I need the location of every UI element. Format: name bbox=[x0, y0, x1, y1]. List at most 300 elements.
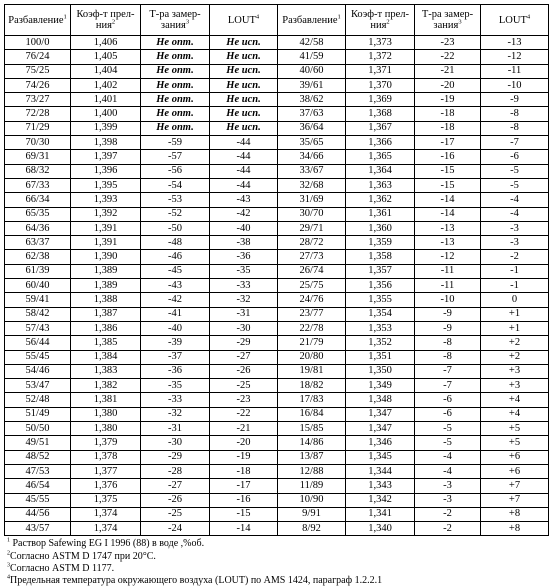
cell-lout: -30 bbox=[210, 321, 278, 335]
cell-coef: 1,366 bbox=[346, 136, 415, 150]
cell-dilution: 75/25 bbox=[5, 64, 71, 78]
cell-dilution: 41/59 bbox=[278, 50, 346, 64]
cell-dilution: 54/46 bbox=[5, 364, 71, 378]
header-lout: LOUT$^4$ bbox=[481, 5, 549, 36]
cell-freeze: -25 bbox=[141, 507, 210, 521]
cell-coef: 1,368 bbox=[346, 107, 415, 121]
cell-freeze: -53 bbox=[141, 193, 210, 207]
cell-lout: -4 bbox=[481, 193, 549, 207]
cell-dilution: 50/50 bbox=[5, 422, 71, 436]
cell-freeze: -21 bbox=[415, 64, 481, 78]
cell-dilution: 55/45 bbox=[5, 350, 71, 364]
cell-lout: +7 bbox=[481, 493, 549, 507]
cell-dilution: 24/76 bbox=[278, 293, 346, 307]
cell-lout: -8 bbox=[481, 121, 549, 135]
cell-coef: 1,395 bbox=[71, 178, 141, 192]
cell-lout: -3 bbox=[481, 221, 549, 235]
cell-freeze: -54 bbox=[141, 178, 210, 192]
cell-lout: -14 bbox=[210, 522, 278, 536]
cell-freeze: -36 bbox=[141, 364, 210, 378]
cell-freeze: -40 bbox=[141, 321, 210, 335]
cell-dilution: 17/83 bbox=[278, 393, 346, 407]
cell-coef: 1,404 bbox=[71, 64, 141, 78]
cell-lout: Не исп. bbox=[210, 107, 278, 121]
cell-dilution: 39/61 bbox=[278, 78, 346, 92]
cell-coef: 1,384 bbox=[71, 350, 141, 364]
cell-freeze: -6 bbox=[415, 407, 481, 421]
cell-coef: 1,358 bbox=[346, 250, 415, 264]
cell-dilution: 13/87 bbox=[278, 450, 346, 464]
cell-coef: 1,342 bbox=[346, 493, 415, 507]
cell-freeze: -3 bbox=[415, 493, 481, 507]
cell-coef: 1,365 bbox=[346, 150, 415, 164]
cell-coef: 1,360 bbox=[346, 221, 415, 235]
cell-coef: 1,361 bbox=[346, 207, 415, 221]
cell-freeze: -57 bbox=[141, 150, 210, 164]
cell-freeze: -31 bbox=[141, 422, 210, 436]
cell-freeze: Не опт. bbox=[141, 50, 210, 64]
cell-freeze: -3 bbox=[415, 479, 481, 493]
cell-freeze: -6 bbox=[415, 393, 481, 407]
cell-coef: 1,380 bbox=[71, 407, 141, 421]
table-row bbox=[5, 121, 549, 135]
cell-coef: 1,393 bbox=[71, 193, 141, 207]
cell-coef: 1,348 bbox=[346, 393, 415, 407]
footnote bbox=[7, 551, 548, 563]
cell-lout: Не исп. bbox=[210, 64, 278, 78]
cell-lout: Не исп. bbox=[210, 78, 278, 92]
footnote-marker: 2 bbox=[7, 550, 10, 557]
cell-freeze: -18 bbox=[415, 121, 481, 135]
cell-freeze: -35 bbox=[141, 379, 210, 393]
cell-dilution: 18/82 bbox=[278, 379, 346, 393]
cell-coef: 1,374 bbox=[71, 507, 141, 521]
cell-dilution: 38/62 bbox=[278, 93, 346, 107]
cell-dilution: 40/60 bbox=[278, 64, 346, 78]
cell-lout: Не исп. bbox=[210, 36, 278, 50]
cell-freeze: -7 bbox=[415, 364, 481, 378]
cell-lout: -40 bbox=[210, 221, 278, 235]
table-row bbox=[5, 307, 549, 321]
cell-dilution: 44/56 bbox=[5, 507, 71, 521]
cell-coef: 1,359 bbox=[346, 236, 415, 250]
cell-lout: -19 bbox=[210, 450, 278, 464]
cell-lout: -1 bbox=[481, 279, 549, 293]
cell-freeze: -46 bbox=[141, 250, 210, 264]
cell-freeze: -2 bbox=[415, 507, 481, 521]
cell-lout: -44 bbox=[210, 178, 278, 192]
cell-freeze: -43 bbox=[141, 279, 210, 293]
cell-lout: -3 bbox=[481, 236, 549, 250]
cell-coef: 1,390 bbox=[71, 250, 141, 264]
cell-coef: 1,385 bbox=[71, 336, 141, 350]
cell-lout: +2 bbox=[481, 350, 549, 364]
cell-freeze: -50 bbox=[141, 221, 210, 235]
cell-lout: -7 bbox=[481, 136, 549, 150]
cell-dilution: 11/89 bbox=[278, 479, 346, 493]
cell-coef: 1,350 bbox=[346, 364, 415, 378]
cell-lout: Не исп. bbox=[210, 93, 278, 107]
cell-dilution: 52/48 bbox=[5, 393, 71, 407]
cell-coef: 1,396 bbox=[71, 164, 141, 178]
cell-freeze: -41 bbox=[141, 307, 210, 321]
cell-freeze: -27 bbox=[141, 479, 210, 493]
cell-coef: 1,357 bbox=[346, 264, 415, 278]
cell-freeze: Не опт. bbox=[141, 107, 210, 121]
cell-lout: -5 bbox=[481, 164, 549, 178]
cell-dilution: 57/43 bbox=[5, 321, 71, 335]
cell-dilution: 63/37 bbox=[5, 236, 71, 250]
cell-coef: 1,386 bbox=[71, 321, 141, 335]
cell-freeze: -11 bbox=[415, 264, 481, 278]
cell-lout: Не исп. bbox=[210, 50, 278, 64]
table-row bbox=[5, 78, 549, 92]
cell-dilution: 71/29 bbox=[5, 121, 71, 135]
cell-lout: +5 bbox=[481, 436, 549, 450]
cell-lout: -32 bbox=[210, 293, 278, 307]
cell-freeze: -8 bbox=[415, 336, 481, 350]
cell-dilution: 70/30 bbox=[5, 136, 71, 150]
cell-freeze: -37 bbox=[141, 350, 210, 364]
cell-dilution: 33/67 bbox=[278, 164, 346, 178]
cell-freeze: Не опт. bbox=[141, 36, 210, 50]
cell-dilution: 37/63 bbox=[278, 107, 346, 121]
document-page bbox=[4, 4, 548, 588]
cell-coef: 1,392 bbox=[71, 207, 141, 221]
cell-coef: 1,406 bbox=[71, 36, 141, 50]
cell-lout: +8 bbox=[481, 507, 549, 521]
footnote bbox=[7, 563, 548, 575]
table-row bbox=[5, 336, 549, 350]
cell-dilution: 21/79 bbox=[278, 336, 346, 350]
cell-lout: -15 bbox=[210, 507, 278, 521]
cell-dilution: 19/81 bbox=[278, 364, 346, 378]
cell-coef: 1,369 bbox=[346, 93, 415, 107]
table-row bbox=[5, 150, 549, 164]
cell-dilution: 65/35 bbox=[5, 207, 71, 221]
cell-lout: -43 bbox=[210, 193, 278, 207]
table-row bbox=[5, 379, 549, 393]
cell-freeze: -30 bbox=[141, 436, 210, 450]
cell-coef: 1,398 bbox=[71, 136, 141, 150]
cell-coef: 1,347 bbox=[346, 407, 415, 421]
cell-dilution: 35/65 bbox=[278, 136, 346, 150]
cell-coef: 1,400 bbox=[71, 107, 141, 121]
cell-coef: 1,391 bbox=[71, 221, 141, 235]
cell-freeze: -8 bbox=[415, 350, 481, 364]
cell-lout: -18 bbox=[210, 464, 278, 478]
cell-dilution: 46/54 bbox=[5, 479, 71, 493]
cell-coef: 1,383 bbox=[71, 364, 141, 378]
dilution-table bbox=[4, 4, 549, 536]
cell-lout: -2 bbox=[481, 250, 549, 264]
cell-dilution: 48/52 bbox=[5, 450, 71, 464]
cell-lout: +3 bbox=[481, 364, 549, 378]
footnote-text: Согласно ASTM D 1747 при 20°C. bbox=[10, 550, 156, 562]
table-row bbox=[5, 136, 549, 150]
cell-coef: 1,370 bbox=[346, 78, 415, 92]
cell-coef: 1,379 bbox=[71, 436, 141, 450]
table-row bbox=[5, 393, 549, 407]
cell-freeze: -12 bbox=[415, 250, 481, 264]
cell-dilution: 31/69 bbox=[278, 193, 346, 207]
cell-lout: +1 bbox=[481, 307, 549, 321]
table-row bbox=[5, 250, 549, 264]
table-row bbox=[5, 221, 549, 235]
cell-coef: 1,381 bbox=[71, 393, 141, 407]
cell-freeze: -9 bbox=[415, 321, 481, 335]
cell-lout: -21 bbox=[210, 422, 278, 436]
footnotes bbox=[4, 538, 548, 587]
cell-freeze: -4 bbox=[415, 450, 481, 464]
cell-coef: 1,389 bbox=[71, 264, 141, 278]
cell-lout: +8 bbox=[481, 522, 549, 536]
cell-freeze: -14 bbox=[415, 193, 481, 207]
cell-lout: -8 bbox=[481, 107, 549, 121]
cell-coef: 1,347 bbox=[346, 422, 415, 436]
cell-lout: -10 bbox=[481, 78, 549, 92]
table-row bbox=[5, 279, 549, 293]
table-row bbox=[5, 93, 549, 107]
cell-coef: 1,343 bbox=[346, 479, 415, 493]
cell-freeze: -20 bbox=[415, 78, 481, 92]
cell-lout: -42 bbox=[210, 207, 278, 221]
cell-dilution: 12/88 bbox=[278, 464, 346, 478]
table-row bbox=[5, 479, 549, 493]
cell-lout: -44 bbox=[210, 164, 278, 178]
cell-dilution: 25/75 bbox=[278, 279, 346, 293]
cell-lout: -44 bbox=[210, 136, 278, 150]
cell-lout: +4 bbox=[481, 407, 549, 421]
table-row bbox=[5, 464, 549, 478]
cell-freeze: -5 bbox=[415, 422, 481, 436]
cell-freeze: -7 bbox=[415, 379, 481, 393]
cell-freeze: -59 bbox=[141, 136, 210, 150]
footnote bbox=[7, 538, 548, 550]
cell-coef: 1,380 bbox=[71, 422, 141, 436]
cell-dilution: 100/0 bbox=[5, 36, 71, 50]
cell-freeze: -56 bbox=[141, 164, 210, 178]
cell-freeze: -15 bbox=[415, 164, 481, 178]
cell-freeze: -2 bbox=[415, 522, 481, 536]
cell-dilution: 53/47 bbox=[5, 379, 71, 393]
header-dilution: Разбавление$^1$ bbox=[5, 5, 71, 36]
cell-dilution: 56/44 bbox=[5, 336, 71, 350]
cell-dilution: 23/77 bbox=[278, 307, 346, 321]
cell-lout: -13 bbox=[481, 36, 549, 50]
table-row bbox=[5, 407, 549, 421]
cell-coef: 1,349 bbox=[346, 379, 415, 393]
table-row bbox=[5, 422, 549, 436]
footnote-marker: 1 bbox=[7, 538, 10, 545]
cell-coef: 1,355 bbox=[346, 293, 415, 307]
cell-lout: 0 bbox=[481, 293, 549, 307]
table-row bbox=[5, 50, 549, 64]
cell-freeze: -17 bbox=[415, 136, 481, 150]
cell-dilution: 58/42 bbox=[5, 307, 71, 321]
table-row bbox=[5, 178, 549, 192]
cell-dilution: 34/66 bbox=[278, 150, 346, 164]
cell-freeze: -28 bbox=[141, 464, 210, 478]
cell-coef: 1,344 bbox=[346, 464, 415, 478]
cell-lout: -20 bbox=[210, 436, 278, 450]
cell-dilution: 30/70 bbox=[278, 207, 346, 221]
header-dilution: Разбавление$^1$ bbox=[278, 5, 346, 36]
cell-freeze: -15 bbox=[415, 178, 481, 192]
cell-dilution: 36/64 bbox=[278, 121, 346, 135]
cell-lout: -44 bbox=[210, 150, 278, 164]
table-row bbox=[5, 236, 549, 250]
cell-dilution: 32/68 bbox=[278, 178, 346, 192]
cell-lout: -35 bbox=[210, 264, 278, 278]
cell-freeze: -42 bbox=[141, 293, 210, 307]
table-row bbox=[5, 264, 549, 278]
cell-lout: Не исп. bbox=[210, 121, 278, 135]
table-row bbox=[5, 450, 549, 464]
cell-dilution: 68/32 bbox=[5, 164, 71, 178]
cell-coef: 1,387 bbox=[71, 307, 141, 321]
cell-dilution: 26/74 bbox=[278, 264, 346, 278]
cell-freeze: -13 bbox=[415, 236, 481, 250]
cell-coef: 1,372 bbox=[346, 50, 415, 64]
cell-freeze: -18 bbox=[415, 107, 481, 121]
cell-coef: 1,364 bbox=[346, 164, 415, 178]
cell-dilution: 72/28 bbox=[5, 107, 71, 121]
header-freeze: Т-ра замер-зания$^3$ bbox=[141, 5, 210, 36]
cell-dilution: 42/58 bbox=[278, 36, 346, 50]
cell-lout: -11 bbox=[481, 64, 549, 78]
footnote-text: Предельная температура окружающего воздуха (LOUT) по AMS 1424, параграф 1.2.2.1 bbox=[10, 575, 383, 587]
table-row bbox=[5, 350, 549, 364]
cell-freeze: -39 bbox=[141, 336, 210, 350]
table-row bbox=[5, 64, 549, 78]
table-row bbox=[5, 436, 549, 450]
cell-freeze: -45 bbox=[141, 264, 210, 278]
cell-freeze: -33 bbox=[141, 393, 210, 407]
cell-dilution: 59/41 bbox=[5, 293, 71, 307]
cell-dilution: 73/27 bbox=[5, 93, 71, 107]
cell-lout: -4 bbox=[481, 207, 549, 221]
table-row bbox=[5, 507, 549, 521]
cell-dilution: 27/73 bbox=[278, 250, 346, 264]
table-row bbox=[5, 293, 549, 307]
cell-coef: 1,401 bbox=[71, 93, 141, 107]
cell-dilution: 69/31 bbox=[5, 150, 71, 164]
header-freeze: Т-ра замер-зания$^3$ bbox=[415, 5, 481, 36]
cell-dilution: 51/49 bbox=[5, 407, 71, 421]
header-lout: LOUT$^4$ bbox=[210, 5, 278, 36]
table-row bbox=[5, 193, 549, 207]
cell-coef: 1,389 bbox=[71, 279, 141, 293]
cell-freeze: -5 bbox=[415, 436, 481, 450]
cell-lout: -23 bbox=[210, 393, 278, 407]
cell-freeze: -11 bbox=[415, 279, 481, 293]
cell-dilution: 22/78 bbox=[278, 321, 346, 335]
cell-freeze: -52 bbox=[141, 207, 210, 221]
cell-coef: 1,382 bbox=[71, 379, 141, 393]
cell-dilution: 47/53 bbox=[5, 464, 71, 478]
cell-coef: 1,388 bbox=[71, 293, 141, 307]
cell-freeze: -14 bbox=[415, 207, 481, 221]
cell-coef: 1,375 bbox=[71, 493, 141, 507]
cell-coef: 1,377 bbox=[71, 464, 141, 478]
cell-coef: 1,340 bbox=[346, 522, 415, 536]
cell-coef: 1,391 bbox=[71, 236, 141, 250]
cell-dilution: 14/86 bbox=[278, 436, 346, 450]
cell-freeze: -48 bbox=[141, 236, 210, 250]
cell-lout: -38 bbox=[210, 236, 278, 250]
cell-freeze: -29 bbox=[141, 450, 210, 464]
cell-freeze: Не опт. bbox=[141, 64, 210, 78]
table-row bbox=[5, 364, 549, 378]
cell-lout: -5 bbox=[481, 178, 549, 192]
cell-coef: 1,341 bbox=[346, 507, 415, 521]
table-row bbox=[5, 493, 549, 507]
cell-coef: 1,397 bbox=[71, 150, 141, 164]
table-row bbox=[5, 207, 549, 221]
cell-coef: 1,346 bbox=[346, 436, 415, 450]
cell-dilution: 62/38 bbox=[5, 250, 71, 264]
cell-freeze: -19 bbox=[415, 93, 481, 107]
table-header-row bbox=[5, 5, 549, 36]
cell-lout: -16 bbox=[210, 493, 278, 507]
cell-dilution: 66/34 bbox=[5, 193, 71, 207]
cell-freeze: -13 bbox=[415, 221, 481, 235]
cell-coef: 1,373 bbox=[346, 36, 415, 50]
cell-lout: -26 bbox=[210, 364, 278, 378]
cell-lout: +6 bbox=[481, 464, 549, 478]
cell-freeze: -23 bbox=[415, 36, 481, 50]
cell-dilution: 10/90 bbox=[278, 493, 346, 507]
cell-lout: -31 bbox=[210, 307, 278, 321]
cell-coef: 1,362 bbox=[346, 193, 415, 207]
footnote-marker: 3 bbox=[7, 562, 10, 569]
cell-dilution: 67/33 bbox=[5, 178, 71, 192]
cell-coef: 1,405 bbox=[71, 50, 141, 64]
cell-coef: 1,345 bbox=[346, 450, 415, 464]
cell-lout: -25 bbox=[210, 379, 278, 393]
table-row bbox=[5, 321, 549, 335]
cell-lout: +1 bbox=[481, 321, 549, 335]
cell-dilution: 64/36 bbox=[5, 221, 71, 235]
cell-coef: 1,402 bbox=[71, 78, 141, 92]
cell-coef: 1,363 bbox=[346, 178, 415, 192]
cell-dilution: 8/92 bbox=[278, 522, 346, 536]
cell-freeze: Не опт. bbox=[141, 78, 210, 92]
cell-dilution: 49/51 bbox=[5, 436, 71, 450]
cell-lout: -29 bbox=[210, 336, 278, 350]
cell-freeze: -32 bbox=[141, 407, 210, 421]
cell-lout: +7 bbox=[481, 479, 549, 493]
cell-freeze: -4 bbox=[415, 464, 481, 478]
cell-coef: 1,371 bbox=[346, 64, 415, 78]
cell-freeze: -16 bbox=[415, 150, 481, 164]
cell-freeze: -22 bbox=[415, 50, 481, 64]
cell-freeze: -26 bbox=[141, 493, 210, 507]
cell-lout: +4 bbox=[481, 393, 549, 407]
cell-dilution: 43/57 bbox=[5, 522, 71, 536]
cell-dilution: 9/91 bbox=[278, 507, 346, 521]
cell-coef: 1,367 bbox=[346, 121, 415, 135]
cell-dilution: 20/80 bbox=[278, 350, 346, 364]
cell-lout: -17 bbox=[210, 479, 278, 493]
cell-coef: 1,352 bbox=[346, 336, 415, 350]
cell-lout: -12 bbox=[481, 50, 549, 64]
cell-lout: +2 bbox=[481, 336, 549, 350]
table-row bbox=[5, 107, 549, 121]
cell-lout: +6 bbox=[481, 450, 549, 464]
cell-freeze: Не опт. bbox=[141, 93, 210, 107]
